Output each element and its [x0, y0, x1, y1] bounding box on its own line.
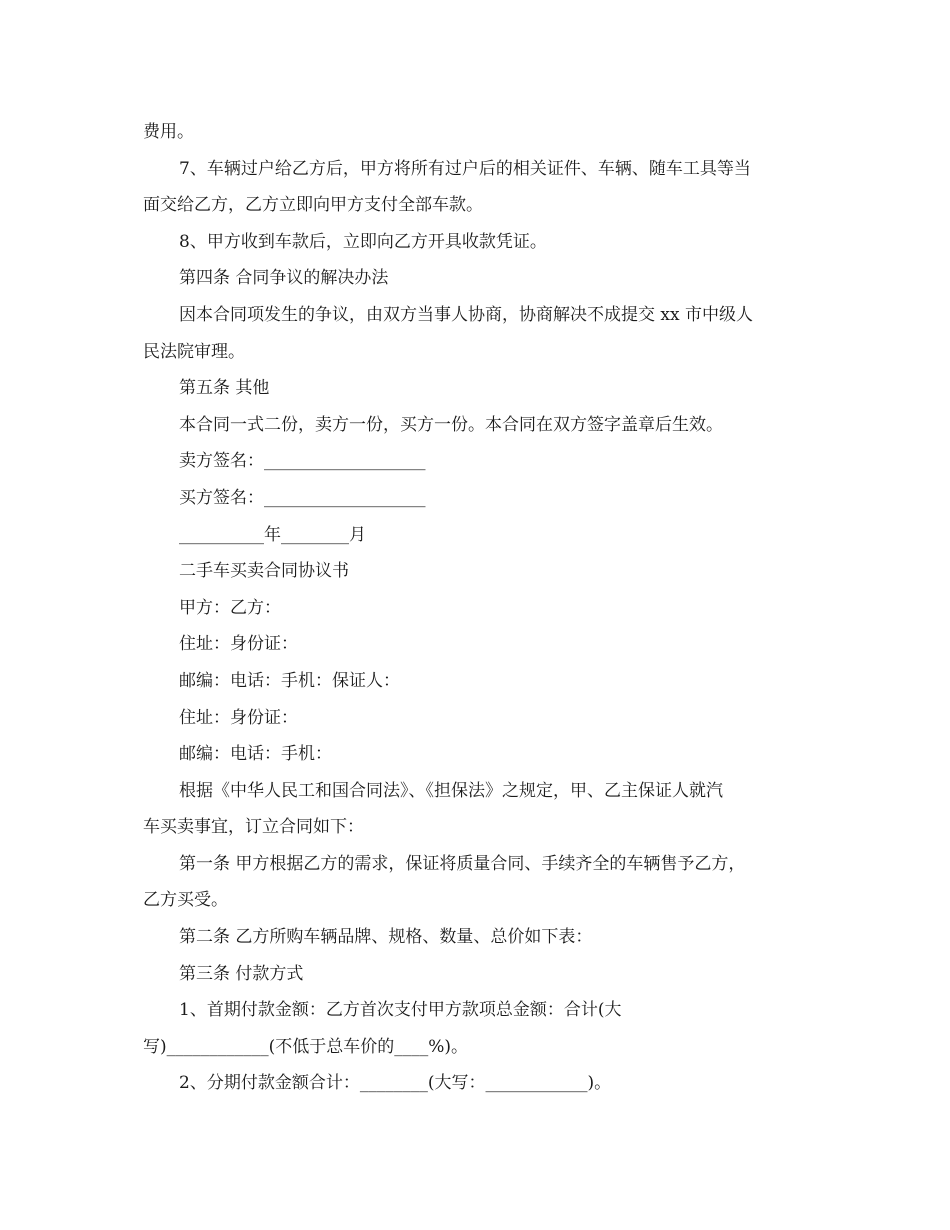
text-line-dispute: 因本合同项发生的争议，由双方当事人协商，协商解决不成提交 xx 市中级人	[179, 304, 753, 325]
text-line-legal-basis-cont: 车买卖事宜，订立合同如下：	[143, 817, 364, 838]
text-line-parties: 甲方：乙方：	[179, 597, 281, 618]
text-line-article-1: 第一条 甲方根据乙方的需求，保证将质量合同、手续齐全的车辆售予乙方，	[179, 853, 746, 874]
date-line: __________年________月	[179, 524, 366, 545]
text-line-clause-8: 8、甲方收到车款后，立即向乙方开具收款凭证。	[179, 231, 547, 252]
text-line-dispute-cont: 民法院审理。	[143, 341, 245, 362]
text-line-address-2: 住址：身份证：	[179, 707, 298, 728]
text-line-address-1: 住址：身份证：	[179, 634, 298, 655]
text-line-contact-2: 邮编：电话：手机：	[179, 744, 332, 765]
text-line-first-payment: 1、首期付款金额：乙方首次支付甲方款项总金额：合计(大	[179, 1000, 622, 1021]
heading-article-3: 第三条 付款方式	[179, 963, 304, 984]
text-line-contact-1: 邮编：电话：手机：保证人：	[179, 670, 400, 691]
seller-signature-line: 卖方签名：___________________	[179, 451, 426, 472]
buyer-signature-line: 买方签名：___________________	[179, 487, 426, 508]
text-line-article-2: 第二条 乙方所购车辆品牌、规格、数量、总价如下表：	[179, 927, 593, 948]
document-title: 二手车买卖合同协议书	[179, 561, 349, 582]
heading-article-4: 第四条 合同争议的解决办法	[179, 268, 389, 289]
text-line-first-payment-cont: 写)____________(不低于总车价的____%)。	[143, 1036, 469, 1057]
contract-text	[143, 114, 808, 1102]
text-line-copies: 本合同一式二份，卖方一份，买方一份。本合同在双方签字盖章后生效。	[179, 414, 723, 435]
text-line-article-1-cont: 乙方买受。	[143, 890, 228, 911]
text-line-legal-basis: 根据《中华人民工和国合同法》、《担保法》之规定，甲、乙主保证人就汽	[179, 780, 723, 801]
text-line-clause-7-cont: 面交给乙方，乙方立即向甲方支付全部车款。	[143, 195, 483, 216]
text-line-fee-end: 费用。	[143, 122, 194, 142]
text-line-clause-7: 7、车辆过户给乙方后，甲方将所有过户后的相关证件、车辆、随车工具等当	[179, 158, 751, 179]
heading-article-5: 第五条 其他	[179, 378, 270, 399]
text-line-installment: 2、分期付款金额合计：________(大写：____________)。	[179, 1073, 612, 1094]
